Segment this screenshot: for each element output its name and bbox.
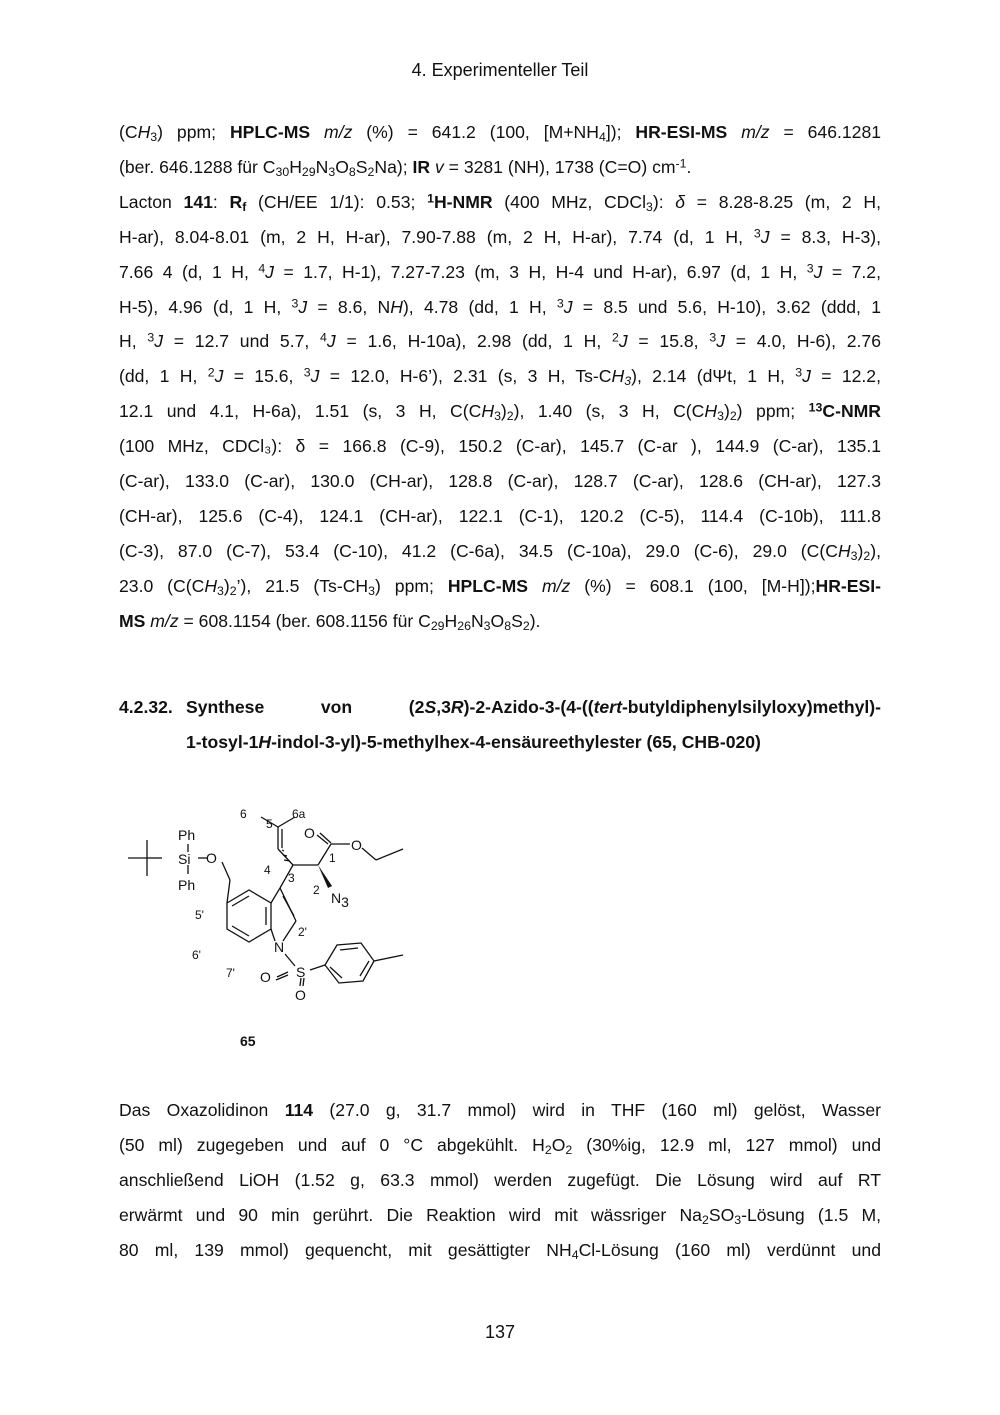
label-n3: N3 bbox=[331, 890, 349, 910]
atom-number-6p: 6' bbox=[192, 948, 201, 962]
atom-number-1: 1 bbox=[329, 851, 336, 865]
text-line: (CH-ar), 125.6 (C-4), 124.1 (CH-ar), 122.1 (C-1), 120.2 (C-5), 114.4 (C-10b), 111.8 bbox=[119, 505, 881, 526]
label-s: S bbox=[296, 964, 306, 980]
text-line: (50 ml) zugegeben und auf 0 °C abgekühlt. $H_2O_2$ (30%ig, 12.9 ml, 127 mmol) und bbox=[119, 1134, 881, 1157]
atom-number-5p: 5' bbox=[195, 908, 204, 922]
label-n-indole: N bbox=[274, 939, 285, 955]
text-line: 12.1 und 4.1, H-6a), 1.51 (s, 3 H, $C(CH_3)_2$), 1.40 (s, 3 H, $C(CH_3)_2$) ppm; $^{13}$C-NMR bbox=[119, 400, 882, 424]
page-header: 4. Experimenteller Teil bbox=[411, 60, 589, 80]
text-line: (C-ar), 133.0 (C-ar), 130.0 (CH-ar), 128.8 (C-ar), 128.7 (C-ar), 128.6 (CH-ar), 127.3 bbox=[119, 471, 881, 492]
text-line: H-5), 4.96 (d, 1 H, $^3$J = 8.6, NH), 4.78 (dd, 1 H, $^3$J = 8.5 und 5.6, H-10), 3.62 (ddd, 1 bbox=[119, 296, 881, 317]
atom-number-3: 3 bbox=[288, 871, 295, 885]
text-line: Das Oxazolidinon 114 (27.0 g, 31.7 mmol) wird in THF (160 ml) gelöst, Wasser bbox=[119, 1100, 881, 1120]
text-line: (ber. 646.1288 für $C_{30}H_{29}N_3O_8S_2Na$); IR v = 3281 (NH), 1738 (C=O) $cm^{-1}$. bbox=[119, 156, 692, 179]
text-line: (100 MHz, CDCl₃): δ = 166.8 (C-9), 150.2 (C-ar), 145.7 (C-ar ), 144.9 (C-ar), 135.1 bbox=[119, 436, 881, 457]
text-line: $(CH_3)$ ppm; HPLC-MS m/z (%) = 641.2 (100, $[M+NH_4]$); HR-ESI-MS m/z = 646.1281 bbox=[119, 122, 882, 145]
text-line: erwärmt und 90 min gerührt. Die Reaktion wird mit wässriger $Na_2SO_3$-Lösung (1.5 M, bbox=[119, 1204, 881, 1227]
text-line: MS m/z = 608.1154 (ber. 608.1156 für $C_{29}H_{26}N_3O_8S_2$). bbox=[119, 610, 541, 633]
label-o-ether: O bbox=[206, 850, 217, 866]
label-o-s-left: O bbox=[260, 969, 271, 985]
text-line: (C-3), 87.0 (C-7), 53.4 (C-10), 41.2 (C-6a), 34.5 (C-10a), 29.0 (C-6), 29.0 $(C(CH_3)_2)$, bbox=[119, 540, 881, 563]
page-number: 137 bbox=[484, 1322, 516, 1342]
atom-number-2: 2 bbox=[313, 883, 320, 897]
atom-number-2p: 2' bbox=[298, 925, 307, 939]
text-line: 23.0 $(C(CH_3)_2’)$, 21.5 $(Ts-CH_3)$ ppm; HPLC-MS m/z (%) = 608.1 (100, [M-H]);HR-ESI- bbox=[119, 575, 882, 598]
label-si: Si bbox=[178, 851, 191, 867]
text-line: H-ar), 8.04-8.01 (m, 2 H, H-ar), 7.90-7.88 (m, 2 H, H-ar), 7.74 (d, 1 H, $^3$J = 8.3, H-3), bbox=[119, 226, 881, 247]
procedure-paragraph bbox=[119, 1093, 881, 1268]
text-line: 7.66 4 (d, 1 H, $^4$J = 1.7, H-1), 7.27-7.23 (m, 3 H, H-4 und H-ar), 6.97 (d, 1 H, $^3$J = 7.2, bbox=[119, 261, 881, 282]
label-o-carbonyl: O bbox=[304, 825, 315, 841]
atom-number-7p: 7' bbox=[226, 966, 235, 980]
label-o-ester: O bbox=[351, 837, 362, 853]
section-title-line-2: 1-tosyl-1H-indol-3-yl)-5-methylhex-4-ensäureethylester (65, CHB-020) bbox=[186, 732, 761, 752]
section-title-line-1: Synthese von (2S,3R)-2-Azido-3-(4-((tert-butyldiphenylsilyloxy)methyl)- bbox=[186, 697, 881, 717]
text-line: 80 ml, 139 mmol) gequencht, mit gesättigter $NH_4Cl$-Lösung (160 ml) verdünnt und bbox=[119, 1239, 881, 1262]
text-line: H, $^3$J = 12.7 und 5.7, $^4$J = 1.6, H-10a), 2.98 (dd, 1 H, $^2$J = 15.8, $^3$J = 4.0, H-6), 2.76 bbox=[119, 330, 881, 352]
label-ph-bottom: Ph bbox=[178, 877, 196, 893]
stereo-wedge-bond bbox=[318, 865, 332, 888]
characterization-paragraph bbox=[119, 115, 881, 639]
label-ph-top: Ph bbox=[178, 827, 196, 843]
text-line: (dd, 1 H, $^2$J = 15.6, $^3$J = 12.0, H-6’), 2.31 (s, 3 H, $Ts-CH_3$), 2.14 (dΨt, 1 H, $^3$J = 12.2, bbox=[119, 365, 881, 389]
atom-number-6a: 6a bbox=[292, 807, 306, 821]
text-line: anschließend LiOH (1.52 g, 63.3 mmol) werden zugefügt. Die Lösung wird auf RT bbox=[119, 1169, 881, 1190]
stereo-hash-bond bbox=[282, 850, 290, 861]
atom-number-5: 5 bbox=[266, 817, 273, 831]
compound-number: 65 bbox=[240, 1033, 256, 1049]
label-o-s-bottom: O bbox=[295, 987, 306, 1003]
text-line: Lacton 141: $R_f$ (CH/EE 1/1): 0.53; $^1$H-NMR (400 MHz, CDCl$_3$): δ = 8.28-8.25 (m, 2 H, bbox=[119, 191, 881, 214]
chemical-structure-65 bbox=[120, 800, 540, 1060]
atom-number-6: 6 bbox=[240, 807, 247, 821]
section-number: 4.2.32. bbox=[119, 697, 173, 717]
atom-number-4: 4 bbox=[264, 863, 271, 877]
